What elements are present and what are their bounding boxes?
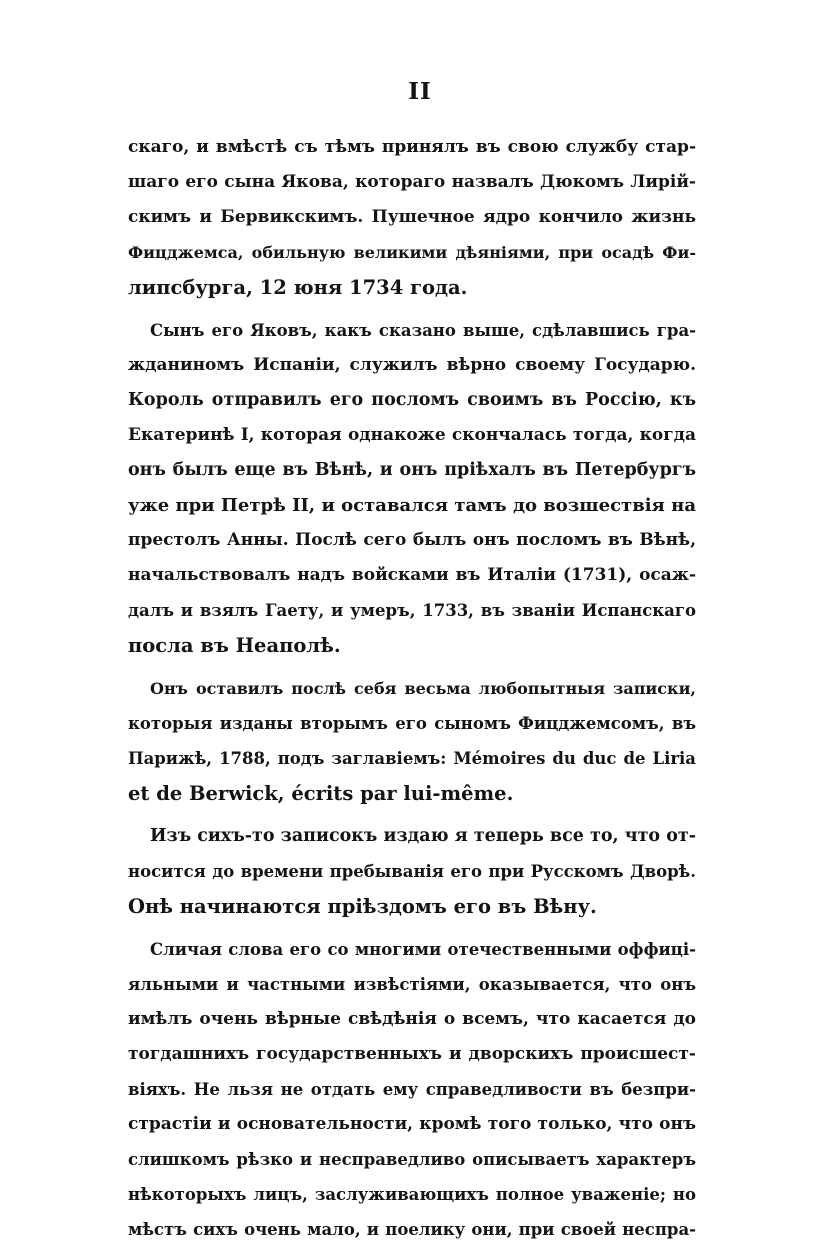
text-line: нѣкоторыхъ лицъ, заслуживающихъ полное уваженіе; но: [128, 1185, 696, 1204]
page-number: II: [408, 78, 432, 105]
text-line: et de Berwick, écrits par lui-même.: [128, 782, 514, 805]
text-line: Сынъ его Яковъ, какъ сказано выше, сдѣлавшись гра-: [150, 321, 696, 340]
text-line: уже при Петрѣ II, и оставался тамъ до возшествія на: [128, 495, 696, 516]
text-line: страстіи и основательности, кромѣ того только, что онъ: [128, 1114, 696, 1134]
text-line: посла въ Неаполѣ.: [128, 634, 341, 657]
text-line: Екатеринѣ I, которая однакоже скончалась тогда, когда: [128, 425, 696, 445]
text-line: тогдашнихъ государственныхъ и дворскихъ происшест-: [128, 1044, 696, 1064]
text-line: имѣлъ очень вѣрные свѣдѣнія о всемъ, что касается до: [128, 1009, 696, 1029]
text-line: начальствовалъ надъ войсками въ Италіи (1731), осаж-: [128, 565, 696, 585]
paragraph-1: [128, 130, 696, 305]
text-line: слишкомъ рѣзко и несправедливо описываетъ характеръ: [128, 1150, 696, 1169]
text-line: Онѣ начинаются пріѣздомъ его въ Вѣну.: [128, 895, 597, 918]
text-line: носится до времени пребыванія его при Русскомъ Дворѣ.: [128, 862, 696, 881]
text-line: престолъ Анны. Послѣ сего былъ онъ посломъ въ Вѣнѣ,: [128, 530, 696, 550]
paragraph-3: [128, 671, 696, 811]
text-line: которыя изданы вторымъ его сыномъ Фицджемсомъ, въ: [128, 714, 696, 733]
body-text: [128, 130, 696, 1247]
text-line: Изъ сихъ-то записокъ издаю я теперь все то, что от-: [150, 826, 696, 846]
text-line: далъ и взялъ Гаету, и умеръ, 1733, въ званіи Испанскаго: [128, 601, 696, 620]
text-line: липсбурга, 12 юня 1734 года.: [128, 276, 468, 299]
text-line: жданиномъ Испаніи, служилъ вѣрно своему Государю.: [128, 355, 696, 375]
paragraph-4: [128, 819, 696, 924]
text-line: яльными и частными извѣстіями, оказывается, что онъ: [128, 975, 696, 994]
text-line: Парижѣ, 1788, подъ заглавіемъ: Mémoires du duc de Liria: [128, 749, 696, 768]
text-line: віяхъ. Не льзя не отдать ему справедливости въ безпри-: [128, 1080, 696, 1099]
paragraph-5: [128, 932, 696, 1247]
paragraph-2: [128, 313, 696, 663]
text-line: Онъ оставилъ послѣ себя весьма любопытныя записки,: [150, 679, 696, 698]
text-line: Фицджемса, обильную великими дѣяніями, при осадѣ Фи-: [128, 243, 696, 262]
text-line: Король отправилъ его посломъ своимъ въ Россію, къ: [128, 390, 696, 410]
text-line: онъ былъ еще въ Вѣнѣ, и онъ пріѣхалъ въ Петербургъ: [128, 460, 696, 480]
text-line: мѣстъ сихъ очень мало, и поелику они, при своей неспра-: [128, 1220, 696, 1239]
text-line: скаго, и вмѣстѣ съ тѣмъ принялъ въ свою службу стар-: [128, 137, 696, 157]
text-line: скимъ и Бервикскимъ. Пушечное ядро кончило жизнь: [128, 207, 696, 227]
text-line: Сличая слова его со многими отечественными оффиці-: [150, 940, 696, 959]
text-line: шаго его сына Якова, котораго назвалъ Дюкомъ Лирій-: [128, 172, 696, 192]
